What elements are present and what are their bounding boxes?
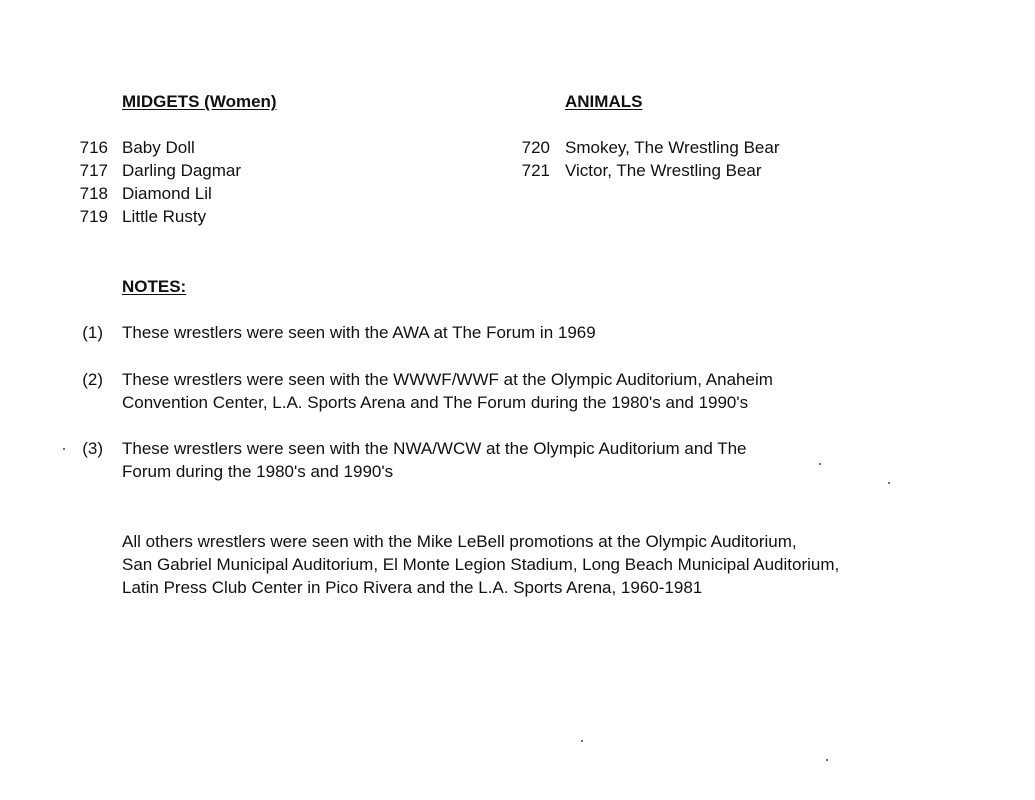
scan-speck bbox=[581, 740, 583, 742]
midgets-heading: MIDGETS (Women) bbox=[122, 92, 277, 111]
item-number: 720 bbox=[521, 138, 550, 157]
item-number: 718 bbox=[79, 184, 108, 203]
note-text: These wrestlers were seen with the AWA at The Forum in 1969 bbox=[122, 323, 596, 342]
note-text: These wrestlers were seen with the NWA/WCW at the Olympic Auditorium and The Forum during the 1980's and 1990's bbox=[122, 439, 747, 481]
item-name: Smokey, The Wrestling Bear bbox=[565, 138, 780, 157]
list-item bbox=[72, 159, 241, 182]
note-marker: (1) bbox=[82, 323, 103, 342]
item-name: Diamond Lil bbox=[122, 184, 212, 203]
scan-speck bbox=[888, 482, 890, 484]
note-marker: (2) bbox=[82, 370, 103, 389]
scan-speck bbox=[819, 463, 821, 465]
note-marker: (3) bbox=[82, 439, 103, 458]
item-number: 719 bbox=[79, 207, 108, 226]
list-item bbox=[514, 136, 779, 159]
item-name: Little Rusty bbox=[122, 207, 207, 226]
animals-heading: ANIMALS bbox=[565, 92, 643, 111]
item-number: 721 bbox=[521, 161, 550, 180]
scan-speck bbox=[63, 448, 65, 450]
notes-heading: NOTES: bbox=[122, 277, 187, 296]
list-item bbox=[72, 205, 206, 228]
item-name: Darling Dagmar bbox=[122, 161, 242, 180]
scan-speck bbox=[826, 759, 828, 761]
footer-paragraph: All others wrestlers were seen with the Mike LeBell promotions at the Olympic Auditorium, San Gabriel Municipal Auditorium, El Monte Legion Stadium, Long Beach Municipal Auditorium, Latin Press Club Center in Pico Rivera and the L.A. Sports Arena, 1960-1981 bbox=[122, 532, 840, 597]
item-name: Baby Doll bbox=[122, 138, 195, 157]
item-number: 716 bbox=[79, 138, 108, 157]
list-item bbox=[514, 159, 762, 182]
item-number: 717 bbox=[79, 161, 108, 180]
note-text: These wrestlers were seen with the WWWF/WWF at the Olympic Auditorium, Anaheim Convention Center, L.A. Sports Arena and The Forum during the 1980's and 1990's bbox=[122, 370, 773, 412]
list-item bbox=[72, 136, 195, 159]
item-name: Victor, The Wrestling Bear bbox=[565, 161, 762, 180]
list-item bbox=[72, 182, 212, 205]
